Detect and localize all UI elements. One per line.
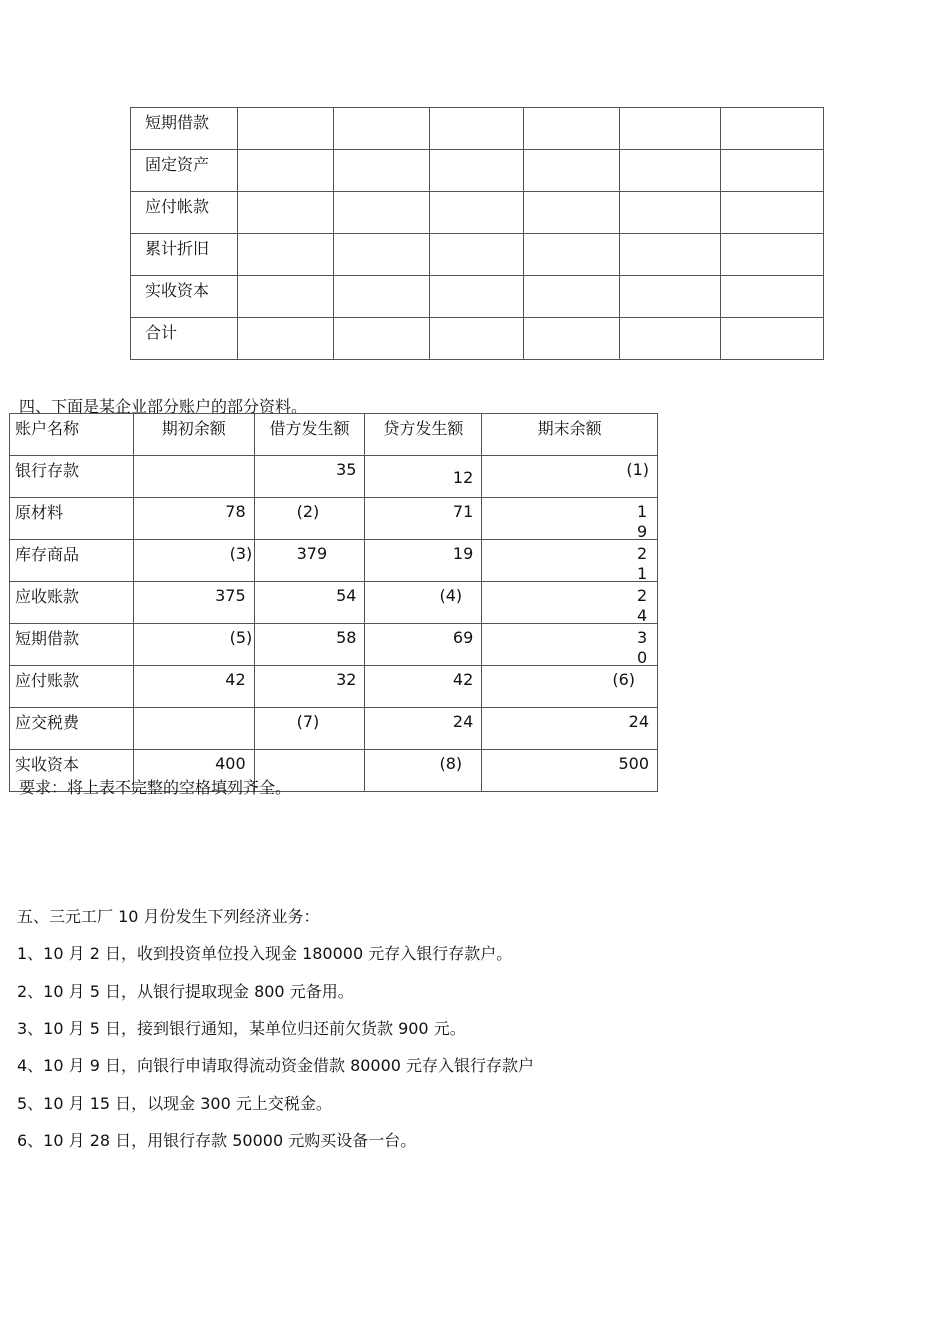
row-label: 固定资产 — [131, 150, 238, 192]
credit-cell — [365, 666, 482, 708]
debit-value: 58 — [336, 628, 357, 647]
credit-cell — [365, 708, 482, 750]
closing-cell — [482, 750, 658, 792]
closing-value: 500 — [618, 754, 649, 773]
opening-cell — [133, 540, 254, 582]
header-cell: 贷方发生额 — [365, 414, 482, 456]
account-name: 银行存款 — [10, 456, 134, 498]
opening-value: (3) — [229, 544, 253, 563]
list-item: 3、10 月 5 日，接到银行通知，某单位归还前欠货款 900 元。 — [17, 1019, 466, 1038]
debit-cell — [254, 540, 365, 582]
row-label: 累计折旧 — [131, 234, 238, 276]
accounts-table — [9, 413, 658, 792]
credit-value: (8) — [439, 754, 463, 773]
list-item: 4、10 月 9 日，向银行申请取得流动资金借款 80000 元存入银行存款户 — [17, 1056, 535, 1075]
table-row — [10, 582, 658, 624]
credit-cell — [365, 624, 482, 666]
account-name: 应付账款 — [10, 666, 134, 708]
closing-cell — [482, 456, 658, 498]
closing-cell — [482, 666, 658, 708]
debit-cell — [254, 498, 365, 540]
account-name: 库存商品 — [10, 540, 134, 582]
section-title: 五、三元工厂 10 月份发生下列经济业务： — [17, 907, 320, 926]
list-item: 6、10 月 28 日，用银行存款 50000 元购买设备一台。 — [17, 1131, 417, 1150]
debit-cell — [254, 666, 365, 708]
credit-cell — [365, 750, 482, 792]
opening-value: 42 — [225, 670, 246, 689]
table-row — [131, 108, 824, 150]
debit-value: 379 — [296, 544, 328, 563]
debit-cell — [254, 582, 365, 624]
account-name: 短期借款 — [10, 624, 134, 666]
debit-cell — [254, 456, 365, 498]
closing-cell — [482, 498, 658, 540]
opening-value: 400 — [215, 754, 246, 773]
opening-cell — [133, 624, 254, 666]
opening-value: 375 — [215, 586, 246, 605]
header-cell: 借方发生额 — [254, 414, 365, 456]
closing-value: (6) — [612, 670, 635, 689]
list-item: 2、10 月 5 日，从银行提取现金 800 元备用。 — [17, 982, 354, 1001]
table-row — [10, 456, 658, 498]
requirement-text: 要求：将上表不完整的空格填列齐全。 — [19, 778, 292, 797]
debit-value: (7) — [296, 712, 320, 731]
opening-cell — [133, 666, 254, 708]
closing-cell — [482, 624, 658, 666]
table-row — [131, 192, 824, 234]
opening-cell — [133, 498, 254, 540]
table-row — [10, 708, 658, 750]
credit-cell — [365, 540, 482, 582]
account-name: 应交税费 — [10, 708, 134, 750]
table-row — [10, 666, 658, 708]
debit-value: (2) — [296, 502, 320, 521]
table-row — [131, 318, 824, 360]
list-item: 5、10 月 15 日，以现金 300 元上交税金。 — [17, 1094, 332, 1113]
closing-cell — [482, 708, 658, 750]
closing-value: 19 — [637, 502, 648, 541]
closing-value: 21 — [637, 544, 648, 583]
debit-value: 32 — [336, 670, 357, 689]
opening-value: (5) — [229, 628, 253, 647]
closing-value: (1) — [626, 460, 649, 479]
closing-value: 24 — [637, 586, 648, 625]
section-title: 四、下面是某企业部分账户的部分资料。 — [19, 397, 308, 416]
credit-cell — [365, 498, 482, 540]
header-cell: 期末余额 — [482, 414, 658, 456]
table-header-row — [10, 414, 658, 456]
balance-table — [130, 107, 824, 360]
credit-value: 42 — [452, 670, 474, 689]
credit-value: 12 — [452, 468, 474, 487]
credit-cell — [365, 582, 482, 624]
table-row — [10, 540, 658, 582]
credit-value: 24 — [452, 712, 474, 731]
closing-cell — [482, 582, 658, 624]
table-row — [131, 234, 824, 276]
table-row — [131, 276, 824, 318]
debit-cell — [254, 624, 365, 666]
closing-cell — [482, 540, 658, 582]
account-name: 实收资本 — [10, 750, 134, 792]
opening-cell — [133, 708, 254, 750]
opening-value: 78 — [225, 502, 246, 521]
opening-cell — [133, 456, 254, 498]
header-cell: 期初余额 — [133, 414, 254, 456]
list-item: 1、10 月 2 日，收到投资单位投入现金 180000 元存入银行存款户。 — [17, 944, 513, 963]
row-label: 短期借款 — [131, 108, 238, 150]
credit-value: 69 — [452, 628, 474, 647]
credit-value: 19 — [452, 544, 474, 563]
row-label: 合计 — [131, 318, 238, 360]
closing-value: 24 — [628, 712, 649, 731]
row-label: 实收资本 — [131, 276, 238, 318]
credit-cell — [365, 456, 482, 498]
header-cell: 账户名称 — [10, 414, 134, 456]
opening-cell — [133, 582, 254, 624]
account-name: 原材料 — [10, 498, 134, 540]
table-row — [10, 498, 658, 540]
row-label: 应付帐款 — [131, 192, 238, 234]
table-row — [131, 150, 824, 192]
closing-value: 30 — [637, 628, 648, 667]
credit-value: (4) — [439, 586, 463, 605]
account-name: 应收账款 — [10, 582, 134, 624]
debit-value: 54 — [336, 586, 357, 605]
table-row — [10, 624, 658, 666]
credit-value: 71 — [452, 502, 474, 521]
debit-cell — [254, 708, 365, 750]
debit-value: 35 — [336, 460, 357, 479]
